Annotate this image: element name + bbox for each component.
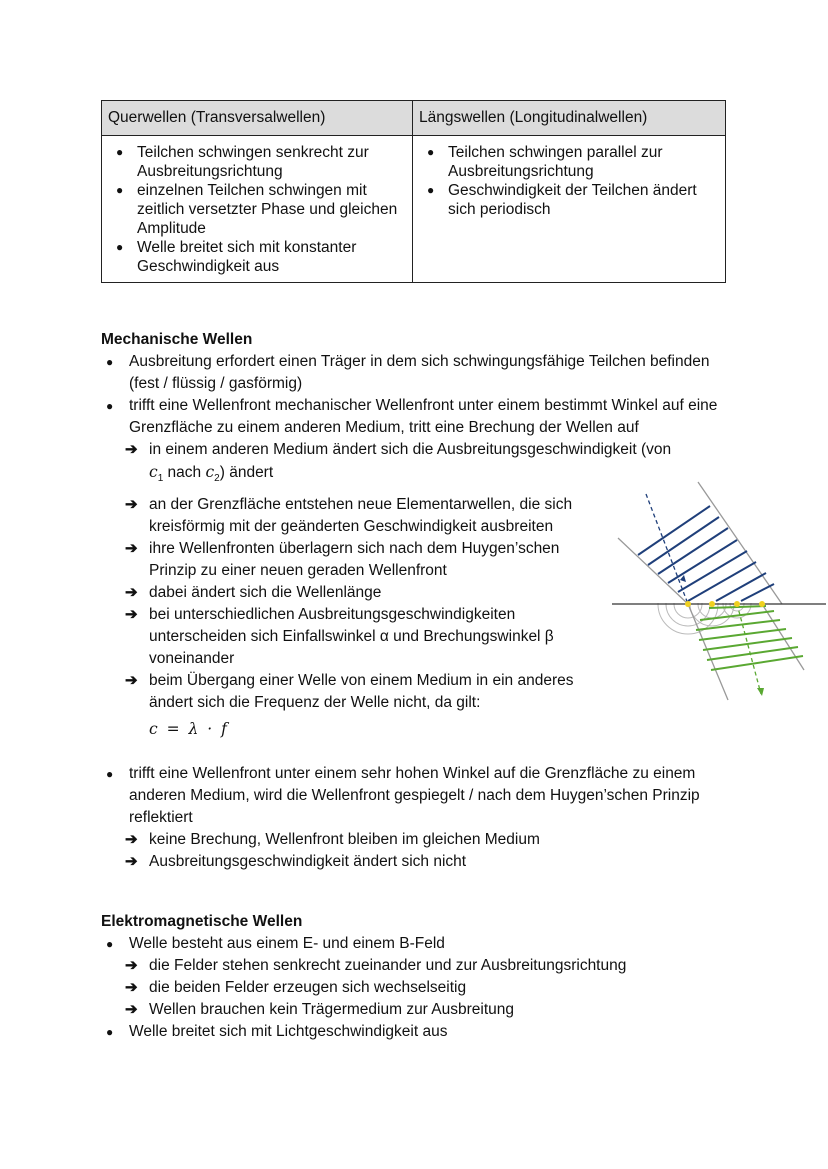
- list-item: ➔ die Felder stehen senkrecht zueinander und zur Ausbreitungsrichtung: [101, 955, 741, 977]
- list-item: [101, 670, 599, 741]
- table-cell-longitudinal: [413, 136, 726, 283]
- refraction-diagram: [606, 480, 826, 710]
- list-item: ● Geschwindigkeit der Teilchen ändert sich periodisch: [419, 181, 719, 219]
- arrow-text: in einem anderen Medium ändert sich die Ausbreitungsgeschwindigkeit (von: [149, 441, 672, 458]
- formula: c = λ · f: [149, 720, 229, 739]
- list-item: ➔ die beiden Felder erzeugen sich wechselseitig: [101, 977, 741, 999]
- wave-comparison-table: [101, 100, 726, 283]
- bullet-text: Welle besteht aus einem E- und einem B-Feld: [129, 935, 445, 952]
- electromagnetic-waves-section: [101, 911, 741, 1043]
- symbol-c: c: [205, 463, 215, 481]
- arrow-text: beim Übergang einer Welle von einem Medium in ein anderes ändert sich die Frequenz der Welle nicht, da gilt:: [149, 672, 574, 712]
- symbol-c: c: [149, 463, 158, 481]
- list-item: ● Welle breitet sich mit Lichtgeschwindigkeit aus: [101, 1021, 741, 1043]
- list-item: [101, 933, 741, 1021]
- list-item: [101, 763, 741, 873]
- transversal-list: [108, 143, 406, 276]
- incident-ray: [646, 494, 688, 604]
- list-item: ➔ Ausbreitungsgeschwindigkeit ändert sich nicht: [101, 851, 741, 873]
- list-item: ➔ ihre Wellenfronten überlagern sich nach dem Huygen’schen Prinzip zu einer neuen geraden Wellenfront: [101, 538, 599, 582]
- list-item: ● Teilchen schwingen senkrecht zur Ausbreitungsrichtung: [108, 143, 406, 181]
- list-item: ● Teilchen schwingen parallel zur Ausbreitungsrichtung: [419, 143, 719, 181]
- section-heading-electromagnetic: Elektromagnetische Wellen: [101, 913, 303, 930]
- table-header-transversal: Querwellen (Transversalwellen): [102, 101, 413, 136]
- table-row: [102, 136, 726, 283]
- incident-band-border: [618, 538, 688, 604]
- list-item: ➔ keine Brechung, Wellenfront bleiben im gleichen Medium: [101, 829, 741, 851]
- list-item: ➔ an der Grenzfläche entstehen neue Elementarwellen, die sich kreisförmig mit der geänderten Geschwindigkeit ausbreiten: [101, 494, 599, 538]
- longitudinal-list: [419, 143, 719, 219]
- arrow-text-nach: nach: [163, 464, 206, 481]
- bullet-text: trifft eine Wellenfront unter einem sehr hohen Winkel auf die Grenzfläche zu einem anderen Medium, wird die Wellenfront gespiegelt / nach dem Huygen’schen Prinzip reflektiert: [129, 765, 700, 827]
- arrow-text-post: ) ändert: [219, 464, 274, 481]
- list-item: ● einzelnen Teilchen schwingen mit zeitlich versetzter Phase und gleichen Amplitude: [108, 181, 406, 238]
- subscript-1: 1: [157, 473, 164, 485]
- reflection-arrow-list: [101, 829, 741, 873]
- refracted-band-border: [762, 604, 804, 670]
- list-item: ● Ausbreitung erfordert einen Träger in dem sich schwingungsfähige Teilchen befinden (fest / flüssig / gasförmig): [101, 351, 741, 395]
- bullet-text: trifft eine Wellenfront mechanischer Wellenfront unter einem bestimmt Winkel auf eine Grenzfläche zu einem anderen Medium, tritt eine Brechung der Wellen auf: [129, 397, 718, 436]
- list-item: ➔ bei unterschiedlichen Ausbreitungsgeschwindigkeiten unterscheiden sich Einfallswinkel α und Brechungswinkel β voneinander: [101, 604, 599, 670]
- list-item: ● Welle breitet sich mit konstanter Geschwindigkeit aus: [108, 238, 406, 276]
- field-arrow-list: [101, 955, 741, 1021]
- electromagnetic-bullet-list: [101, 933, 741, 1043]
- subscript-2: 2: [214, 473, 220, 485]
- refracted-ray-arrowhead: [757, 688, 764, 696]
- table-cell-transversal: [102, 136, 413, 283]
- list-item: ➔ dabei ändert sich die Wellenlänge: [101, 582, 599, 604]
- table-header-longitudinal: Längswellen (Longitudinalwellen): [413, 101, 726, 136]
- table-header-row: [102, 101, 726, 136]
- incident-wavefronts: [638, 506, 774, 601]
- section-heading-mechanical: Mechanische Wellen: [101, 331, 253, 348]
- list-item: ➔ Wellen brauchen kein Trägermedium zur Ausbreitung: [101, 999, 741, 1021]
